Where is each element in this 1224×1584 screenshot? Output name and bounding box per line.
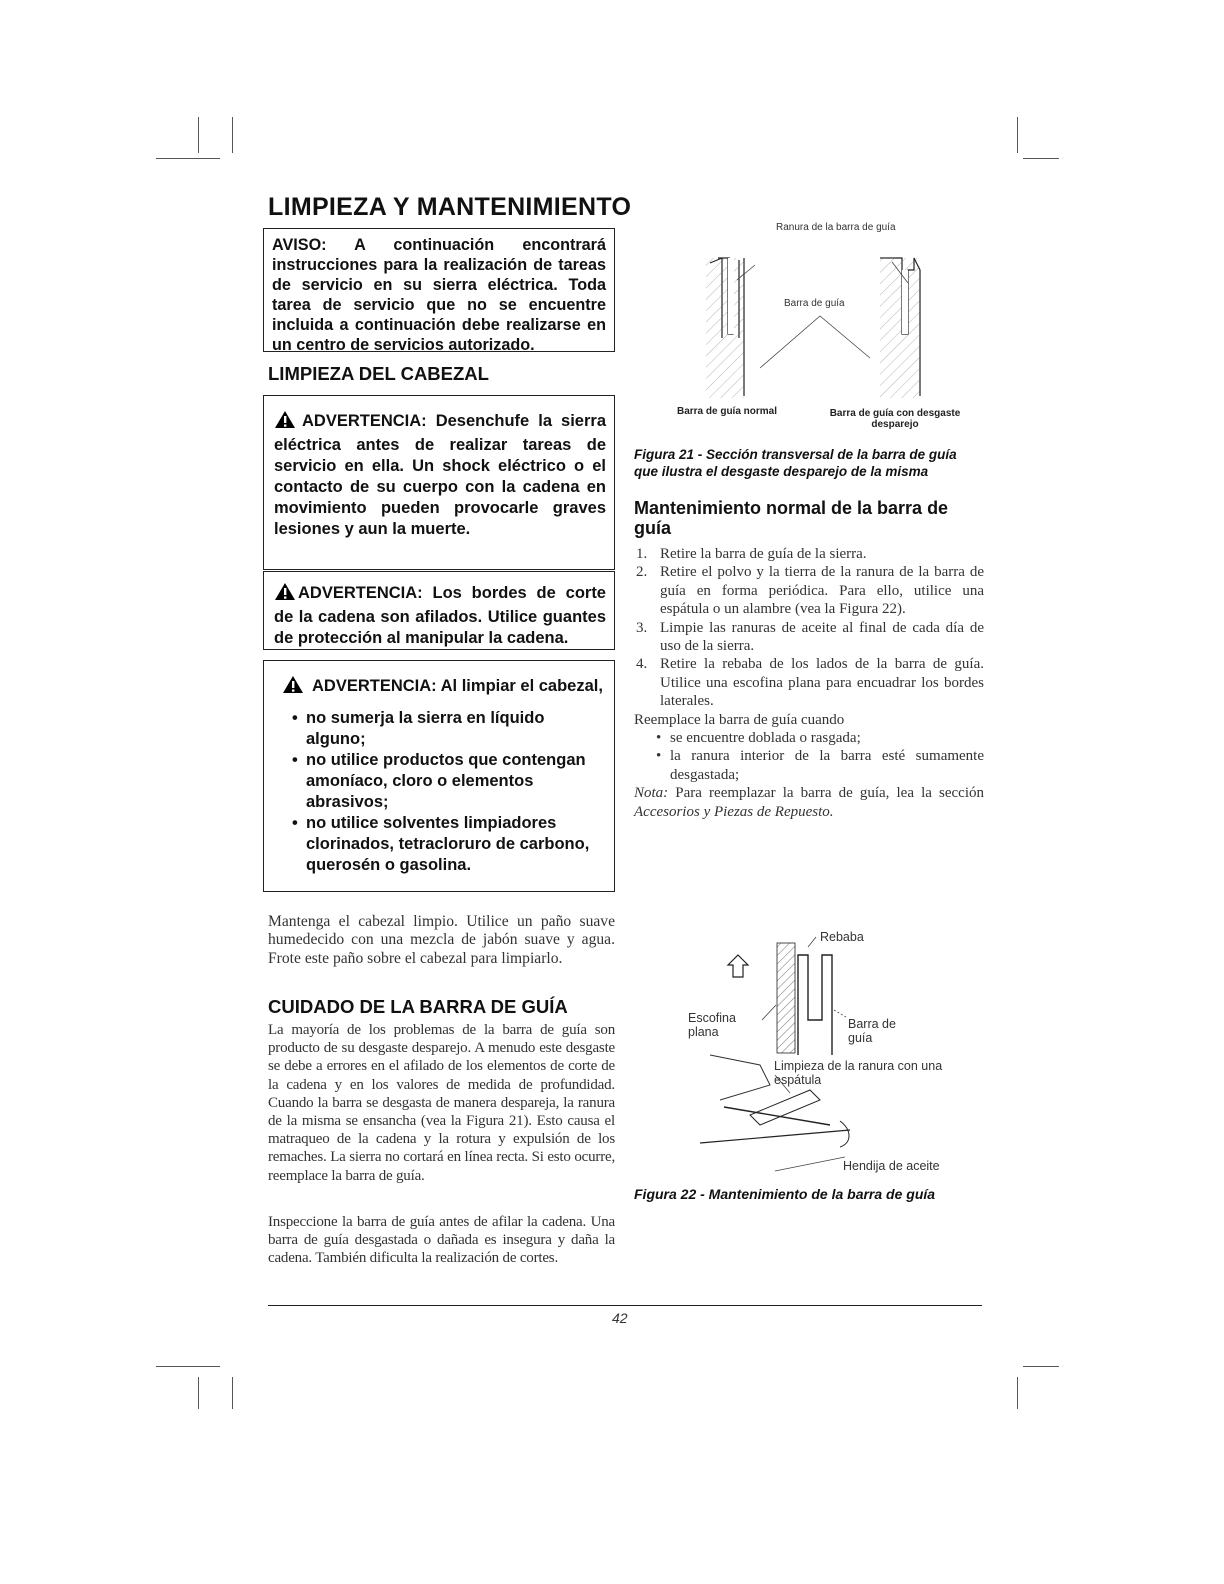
step-number: 4. [636,656,648,673]
note-text: Para reemplazar la barra de guía, lea la sección [675,785,985,802]
figure-label-bar: Barra de guía [848,1017,896,1045]
crop-mark [198,117,199,153]
replace-conditions [656,729,984,784]
step-text: Retire la barra de guía de la sierra. [660,546,867,562]
figure-21 [640,218,990,448]
figure-label-file: Escofina plana [688,1011,736,1039]
figure-label-bar: Barra de guía [784,298,845,309]
footer-rule [268,1305,982,1306]
figure-label-burr: Rebaba [820,930,864,944]
note-label: Nota: [634,785,669,802]
list-item [634,655,984,710]
figure-label-normal: Barra de guía normal [676,406,778,417]
list-item [634,563,984,618]
crop-mark [1017,117,1018,153]
guide-bar-care-para1: La mayoría de los problemas de la barra de guía son producto de su desgaste desparejo. A menudo este desgaste se debe a errores en el afilado de los elementos de corte de la cadena y en los valores de medida de profundidad. Cuando la barra se desgasta de manera despareja, la ranura de la misma se ensancha (vea la Figura 21). Esto causa el matraqueo de la cadena y la rotura y expulsión de los remaches. La sierra no cortará en línea recta. Si esto ocurre, reemplace la barra de guía. [268,1022,615,1184]
crop-mark [232,117,233,153]
cleaning-body-text: Mantenga el cabezal limpio. Utilice un paño suave humedecido con una mezcla de jabón suave y agua. Frote este paño sobre el cabezal para limpiarlo. [268,913,615,967]
warning-box-sharp-edges [263,571,615,650]
section-heading-maintenance: Mantenimiento normal de la barra de guía [634,498,949,538]
notice-text: AVISO: A continuación encontrará instrucciones para la realización de tareas de servicio en su sierra eléctrica. Toda tarea de servicio que no se encuentre incluida a continuación debe realizarse en un centro de servicios autorizado. [272,236,606,354]
list-item: • no utilice productos que contengan amoníaco, cloro o elementos abrasivos; [292,750,606,813]
figure-label-groove: Ranura de la barra de guía [776,222,896,233]
figure-22-caption: Figura 22 - Mantenimiento de la barra de guía [634,1186,936,1202]
section-heading-cleaning: LIMPIEZA DEL CABEZAL [268,363,489,384]
warning-box-cleaning [263,660,615,892]
crop-mark [1023,1366,1059,1367]
crop-mark [232,1377,233,1409]
figure-label-uneven: Barra de guía con desgaste desparejo [829,408,961,430]
warning-triangle-icon [274,582,296,607]
warning-text-unplug: ADVERTENCIA: Desenchufe la sierra eléctrica antes de realizar tareas de servicio en ella. Un shock eléctrico o el contacto de su cuerpo con la cadena en movimiento pueden provocarle graves lesiones y aun la muerte. [274,412,606,538]
list-item: • no utilice solventes limpiadores clorinados, tetracloruro de carbono, querosén o gasolina. [292,813,606,876]
page-number: 42 [612,1310,628,1326]
crop-mark [156,158,220,159]
list-item: • la ranura interior de la barra esté sumamente desgastada; [656,747,984,784]
maintenance-body [634,545,984,821]
figure-label-oil: Hendija de aceite [843,1159,940,1173]
maintenance-steps [634,545,984,711]
crop-mark [1017,1377,1018,1409]
warning-triangle-icon [282,675,304,700]
warning-list [292,708,606,876]
warning-box-unplug [263,395,615,570]
crop-mark [198,1377,199,1409]
replace-intro: Reemplace la barra de guía cuando [634,711,845,728]
step-number: 2. [636,564,648,581]
figure-22-drawing [680,925,980,1180]
list-item: • se encuentre doblada o rasgada; [656,729,984,747]
list-item [634,545,984,563]
warning-triangle-icon [274,410,296,435]
crop-mark [1023,158,1059,159]
guide-bar-care-para2: Inspeccione la barra de guía antes de afilar la cadena. Una barra de guía desgastada o dañada es insegura y daña la cadena. También dificulta la realización de cortes. [268,1214,615,1267]
figure-22 [680,925,980,1180]
list-item: • no sumerja la sierra en líquido alguno; [292,708,606,750]
figure-21-caption: Figura 21 - Sección transversal de la barra de guía que ilustra el desgaste desparejo de la misma [634,447,957,479]
step-number: 3. [636,619,648,636]
note [634,784,984,821]
note-reference: Accesorios y Piezas de Repuesto. [634,803,834,820]
page-title: LIMPIEZA Y MANTENIMIENTO [268,193,632,221]
crop-mark [156,1366,220,1367]
notice-box [263,228,615,352]
warning-text-sharp-edges: ADVERTENCIA: Los bordes de corte de la cadena son afilados. Utilice guantes de protección al manipular la cadena. [274,584,606,647]
step-text: Limpie las ranuras de aceite al final de cada día de uso de la sierra. [660,619,984,655]
section-heading-guide-bar-care: CUIDADO DE LA BARRA DE GUÍA [268,996,568,1017]
figure-21-drawing [640,218,990,408]
step-text: Retire la rebaba de los lados de la barra de guía. Utilice una escofina plana para encuadrar los bordes laterales. [660,656,984,710]
step-text: Retire el polvo y la tierra de la ranura de la barra de guía en forma periódica. Para ello, utilice una espátula o un alambre (vea la Figura 22). [660,564,984,618]
list-item [634,619,984,656]
warning-text-cleaning-intro: ADVERTENCIA: Al limpiar el cabezal, [312,677,603,695]
step-number: 1. [636,546,648,562]
figure-label-clean: Limpieza de la ranura con una espátula [774,1059,943,1087]
